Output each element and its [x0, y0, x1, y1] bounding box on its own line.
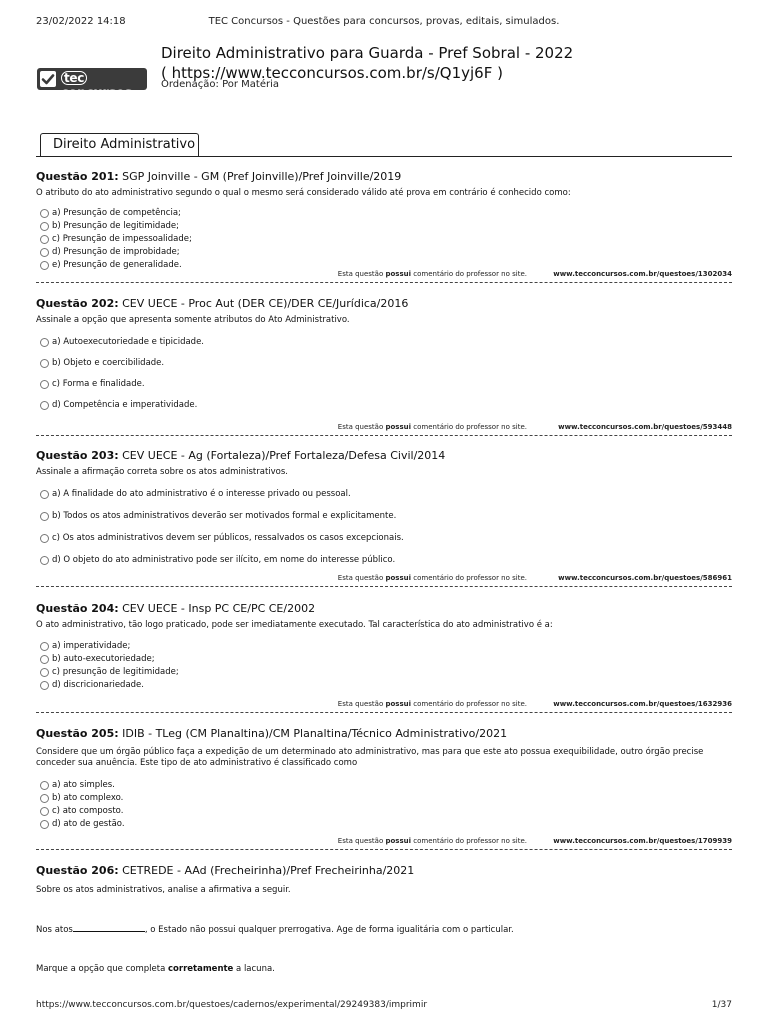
question-separator [36, 849, 732, 850]
radio-icon[interactable] [40, 820, 49, 829]
radio-icon[interactable] [40, 222, 49, 231]
radio-icon[interactable] [40, 209, 49, 218]
fill-in-sentence: Nos atos , o Estado não possui qualquer prerrogativa. Age de forma igualitária com o particular. [36, 925, 514, 935]
section-tab: Direito Administrativo [40, 133, 199, 157]
radio-icon[interactable] [40, 248, 49, 257]
logo-text: tecconcursos [61, 71, 132, 101]
print-page-title: TEC Concursos - Questões para concursos, provas, editais, simulados. [208, 16, 560, 27]
question-footer [36, 700, 732, 712]
option-d[interactable]: d) O objeto do ato administrativo pode ser ilícito, em nome do interesse público. [36, 554, 732, 567]
check-icon [40, 71, 56, 87]
radio-icon[interactable] [40, 401, 49, 410]
question-link[interactable]: www.tecconcursos.com.br/questoes/593448 [558, 423, 732, 431]
question-link[interactable]: www.tecconcursos.com.br/questoes/1632936 [553, 700, 732, 708]
comment-note: Esta questão possui comentário do professor no site. [337, 700, 527, 708]
option-c[interactable]: c) presunção de legitimidade; [36, 666, 732, 679]
question-statement: Considere que um órgão público faça a expedição de um determinado ato administrativo, mas para que este ato possua exequibilidade, outro órgão precise conceder sua anuência. Este tipo de ato administrativo é classificado como [36, 747, 704, 768]
question-statement: O atributo do ato administrativo segundo o qual o mesmo será considerado válido até prova em contrário é conhecido como: [36, 188, 571, 198]
radio-icon[interactable] [40, 668, 49, 677]
option-c[interactable]: c) Presunção de impessoalidade; [36, 233, 732, 246]
question-header: Questão 201: SGP Joinville - GM (Pref Joinville)/Pref Joinville/2019 [36, 170, 402, 183]
radio-icon[interactable] [40, 807, 49, 816]
radio-icon[interactable] [40, 534, 49, 543]
question-footer [36, 270, 732, 282]
comment-note: Esta questão possui comentário do professor no site. [337, 423, 527, 431]
radio-icon[interactable] [40, 261, 49, 270]
option-a[interactable]: a) Presunção de competência; [36, 207, 732, 220]
question-separator [36, 282, 732, 283]
comment-note: Esta questão possui comentário do professor no site. [337, 837, 527, 845]
option-d[interactable]: d) discricionariedade. [36, 679, 732, 692]
radio-icon[interactable] [40, 655, 49, 664]
question-footer [36, 574, 732, 586]
comment-note: Esta questão possui comentário do professor no site. [337, 270, 527, 278]
question-header: Questão 205: IDIB - TLeg (CM Planaltina)/CM Planaltina/Técnico Administrativo/2021 [36, 727, 508, 740]
question-206 [36, 864, 732, 975]
question-link[interactable]: www.tecconcursos.com.br/questoes/1302034 [553, 270, 732, 278]
option-b[interactable]: b) auto-executoriedade; [36, 653, 732, 666]
tec-concursos-logo [37, 68, 147, 101]
print-date: 23/02/2022 14:18 [36, 16, 126, 27]
comment-note: Esta questão possui comentário do professor no site. [337, 574, 527, 582]
question-201 [36, 170, 732, 278]
option-c[interactable]: c) Os atos administrativos devem ser públicos, ressalvados os casos excepcionais. [36, 532, 732, 545]
question-separator [36, 712, 732, 713]
section-divider [36, 156, 732, 157]
question-header: Questão 203: CEV UECE - Ag (Fortaleza)/Pref Fortaleza/Defesa Civil/2014 [36, 449, 446, 462]
question-link[interactable]: www.tecconcursos.com.br/questoes/586961 [558, 574, 732, 582]
option-a[interactable]: a) imperatividade; [36, 640, 732, 653]
option-a[interactable]: a) ato simples. [36, 779, 732, 792]
option-d[interactable]: d) Competência e imperatividade. [36, 399, 732, 412]
option-a[interactable]: a) Autoexecutoriedade e tipicidade. [36, 336, 732, 349]
option-b[interactable]: b) Todos os atos administrativos deverão ser motivados formal e explicitamente. [36, 510, 732, 523]
option-b[interactable]: b) Presunção de legitimidade; [36, 220, 732, 233]
radio-icon[interactable] [40, 556, 49, 565]
option-e[interactable]: e) Presunção de generalidade. [36, 259, 732, 272]
question-204 [36, 602, 732, 708]
question-link[interactable]: www.tecconcursos.com.br/questoes/1709939 [553, 837, 732, 845]
question-separator [36, 435, 732, 436]
question-header: Questão 206: CETREDE - AAd (Frecheirinha)/Pref Frecheirinha/2021 [36, 864, 415, 877]
document-order: Ordenação: Por Matéria [161, 79, 279, 90]
question-footer [36, 837, 732, 849]
radio-icon[interactable] [40, 681, 49, 690]
question-202 [36, 297, 732, 431]
radio-icon[interactable] [40, 794, 49, 803]
question-header: Questão 204: CEV UECE - Insp PC CE/PC CE/2002 [36, 602, 316, 615]
radio-icon[interactable] [40, 359, 49, 368]
radio-icon[interactable] [40, 338, 49, 347]
question-205 [36, 727, 732, 845]
radio-icon[interactable] [40, 235, 49, 244]
question-statement: Sobre os atos administrativos, analise a afirmativa a seguir. [36, 885, 291, 895]
document-title: Direito Administrativo para Guarda - Pref Sobral - 2022 ( https://www.tecconcursos.com.br/s/Q1yj6F ) [161, 44, 574, 82]
radio-icon[interactable] [40, 781, 49, 790]
option-c[interactable]: c) Forma e finalidade. [36, 378, 732, 391]
print-url: https://www.tecconcursos.com.br/questoes/cadernos/experimental/29249383/imprimir [36, 1000, 428, 1010]
question-statement: Assinale a afirmação correta sobre os atos administrativos. [36, 467, 288, 477]
page-number: 1/37 [711, 1000, 732, 1010]
radio-icon[interactable] [40, 380, 49, 389]
radio-icon[interactable] [40, 490, 49, 499]
question-instruction: Marque a opção que completa corretamente a lacuna. [36, 964, 275, 974]
option-c[interactable]: c) ato composto. [36, 805, 732, 818]
blank-line [73, 923, 145, 932]
option-a[interactable]: a) A finalidade do ato administrativo é o interesse privado ou pessoal. [36, 488, 732, 501]
option-b[interactable]: b) Objeto e coercibilidade. [36, 357, 732, 370]
option-d[interactable]: d) Presunção de improbidade; [36, 246, 732, 259]
radio-icon[interactable] [40, 512, 49, 521]
print-header [36, 16, 732, 30]
option-b[interactable]: b) ato complexo. [36, 792, 732, 805]
option-d[interactable]: d) ato de gestão. [36, 818, 732, 831]
question-header: Questão 202: CEV UECE - Proc Aut (DER CE)/DER CE/Jurídica/2016 [36, 297, 409, 310]
question-203 [36, 449, 732, 582]
radio-icon[interactable] [40, 642, 49, 651]
question-statement: O ato administrativo, tão logo praticado, pode ser imediatamente executado. Tal característica do ato administrativo é a: [36, 620, 553, 630]
question-footer [36, 423, 732, 435]
print-footer [36, 1000, 732, 1012]
question-separator [36, 586, 732, 587]
question-statement: Assinale a opção que apresenta somente atributos do Ato Administrativo. [36, 315, 350, 325]
